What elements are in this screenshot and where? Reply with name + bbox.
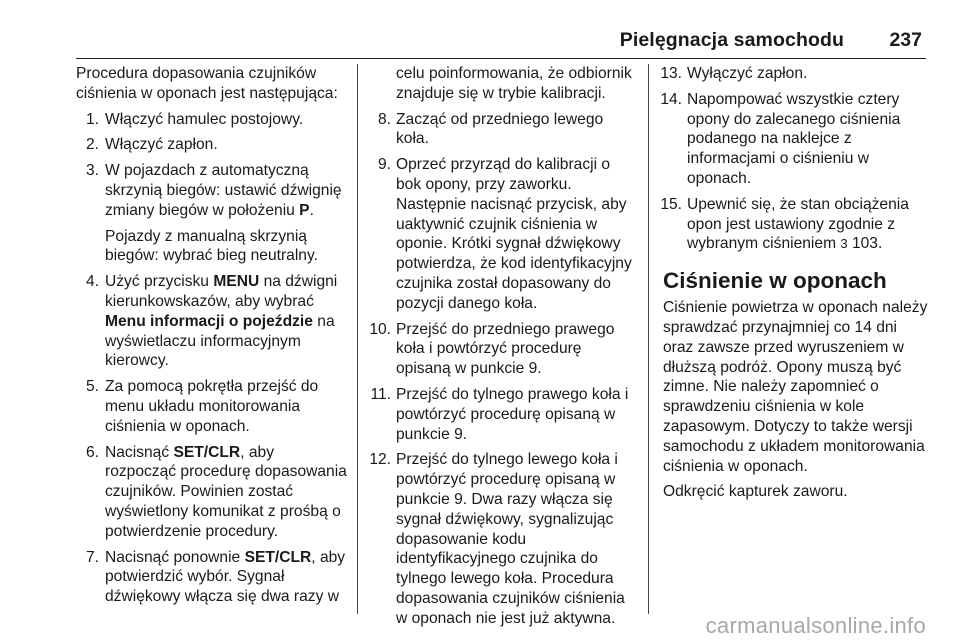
item-number: 14.	[660, 90, 682, 108]
list-item	[372, 110, 634, 150]
item-text: Przejść do tylnego lewego koła i powtórzyć procedurę opisaną w punkcie 9. Dwa razy włącza się sygnał dźwiękowy, sygnalizując dopasowanie kodu identyfikacyjnego czujnika do tylnego lewego koła. Procedura dopasowania czujników ciśnienia w oponach nie jest już aktywna.	[396, 451, 625, 627]
item-text: Przejść do przedniego prawego koła i powtórzyć procedurę opisaną w punkcie 9.	[396, 320, 615, 378]
item-text: , aby potwierdzić wybór. Sygnał dźwiękowy włącza się dwa razy w	[105, 548, 346, 606]
list-item	[369, 450, 634, 628]
item-number: 4.	[85, 273, 99, 291]
column-3	[660, 64, 928, 502]
header-rule	[76, 58, 926, 59]
column-1	[76, 64, 348, 613]
item-bold-text: Menu informacji o pojeździe	[105, 312, 313, 330]
body-paragraph: Odkręcić kapturek zaworu.	[663, 483, 848, 501]
list-item	[76, 110, 348, 130]
watermark: carmanualsonline.info	[705, 613, 926, 638]
item-text: Napompować wszystkie cztery opony do zalecanego ciśnienia podanego na naklejce z informacjami o ciśnieniu w oponach.	[687, 90, 901, 187]
item-text: Nacisnąć	[105, 443, 174, 461]
item-number: 9.	[377, 156, 391, 174]
intro-paragraph: Procedura dopasowania czujników ciśnienia w oponach jest następująca:	[76, 65, 338, 102]
column-2	[369, 64, 634, 635]
section-heading: Ciśnienie w oponach	[663, 268, 887, 294]
manual-gearbox-note: Pojazdy z manualną skrzynią biegów: wybrać bieg neutralny.	[105, 227, 318, 265]
list-item	[369, 320, 634, 379]
item-text: Użyć przycisku	[105, 273, 214, 291]
column-divider	[648, 64, 649, 614]
item-text: Zacząć od przedniego lewego koła.	[396, 110, 604, 148]
item-text: W pojazdach z automatyczną skrzynią biegów: ustawić dźwignię zmiany biegów w położeniu	[105, 162, 342, 219]
list-item	[76, 272, 348, 371]
item-number: 7.	[85, 548, 99, 566]
list-item	[660, 64, 928, 84]
continuation-text: celu poinformowania, że odbiornik znajduje się w trybie kalibracji.	[396, 65, 632, 102]
item-number: 10.	[369, 320, 391, 338]
item-bold-text: MENU	[213, 273, 260, 291]
item-number: 12.	[369, 451, 391, 469]
list-item	[76, 443, 348, 542]
item-number: 11.	[370, 385, 391, 403]
item-text: Za pomocą pokrętła przejść do menu układu monitorowania ciśnienia w oponach.	[105, 378, 319, 435]
item-number: 5.	[85, 378, 99, 396]
item-text: Nacisnąć ponownie	[105, 548, 245, 566]
list-item	[372, 385, 634, 444]
item-text: na dźwigni kierunkowskazów, aby wybrać	[105, 273, 338, 310]
item-number: 1.	[85, 110, 99, 128]
list-item	[76, 377, 348, 436]
item-number: 8.	[377, 110, 391, 128]
item-text: .	[309, 201, 314, 219]
list-item	[76, 548, 348, 607]
page-title: Pielęgnacja samochodu	[619, 29, 844, 51]
item-number: 13.	[660, 65, 682, 82]
column-divider	[357, 64, 358, 614]
body-paragraph: Ciśnienie powietrza w oponach należy sprawdzać przynajmniej co 14 dni oraz zawsze przed wyruszeniem w dłuższą podróż. Opony muszą być zimne. Nie należy zapomnieć o sprawdzeniu ciśnienia w kole zapasowym. Dotyczy to także wersji samochodu z układem monitorowania ciśnienia w oponach.	[663, 299, 928, 475]
page-reference[interactable]: 103.	[847, 235, 883, 253]
item-number: 3.	[85, 162, 99, 180]
item-text: Upewnić się, że stan obciążenia opon jest ustawiony zgodnie z wybranym ciśnieniem	[687, 195, 909, 253]
page-header	[0, 0, 960, 60]
list-item	[76, 135, 348, 155]
item-text: Wyłączyć zapłon.	[687, 65, 808, 82]
item-bold-text: P	[299, 201, 310, 219]
list-item	[372, 155, 634, 313]
item-text: , aby rozpocząć procedurę dopasowania czujników. Powinien zostać wyświetlony komunikat z prośbą o potwierdzenie procedury.	[105, 443, 347, 540]
item-text: Włączyć hamulec postojowy.	[105, 110, 304, 128]
page-reference-arrow-icon: 3	[840, 236, 848, 252]
item-number: 2.	[85, 136, 99, 154]
item-number: 15.	[660, 195, 682, 213]
list-item	[76, 161, 348, 220]
list-item	[660, 195, 928, 254]
item-bold-text: SET/CLR	[244, 548, 312, 566]
page-number: 237	[889, 29, 922, 51]
item-number: 6.	[85, 443, 99, 461]
item-text: Włączyć zapłon.	[105, 136, 218, 154]
item-bold-text: SET/CLR	[173, 443, 241, 461]
item-text: Przejść do tylnego prawego koła i powtórzyć procedurę opisaną w punkcie 9.	[396, 385, 629, 443]
list-item	[660, 90, 928, 189]
item-text: Oprzeć przyrząd do kalibracji o bok opony, przy zaworku. Następnie nacisnąć przycisk, aby uaktywnić czujnik ciśnienia w oponie. Krótki sygnał dźwiękowy potwierdza, że kod identyfikacyjny czujnika został dopasowany do pozycji danego koła.	[396, 156, 632, 312]
item-text: na wyświetlaczu informacyjnym kierowcy.	[105, 312, 335, 370]
